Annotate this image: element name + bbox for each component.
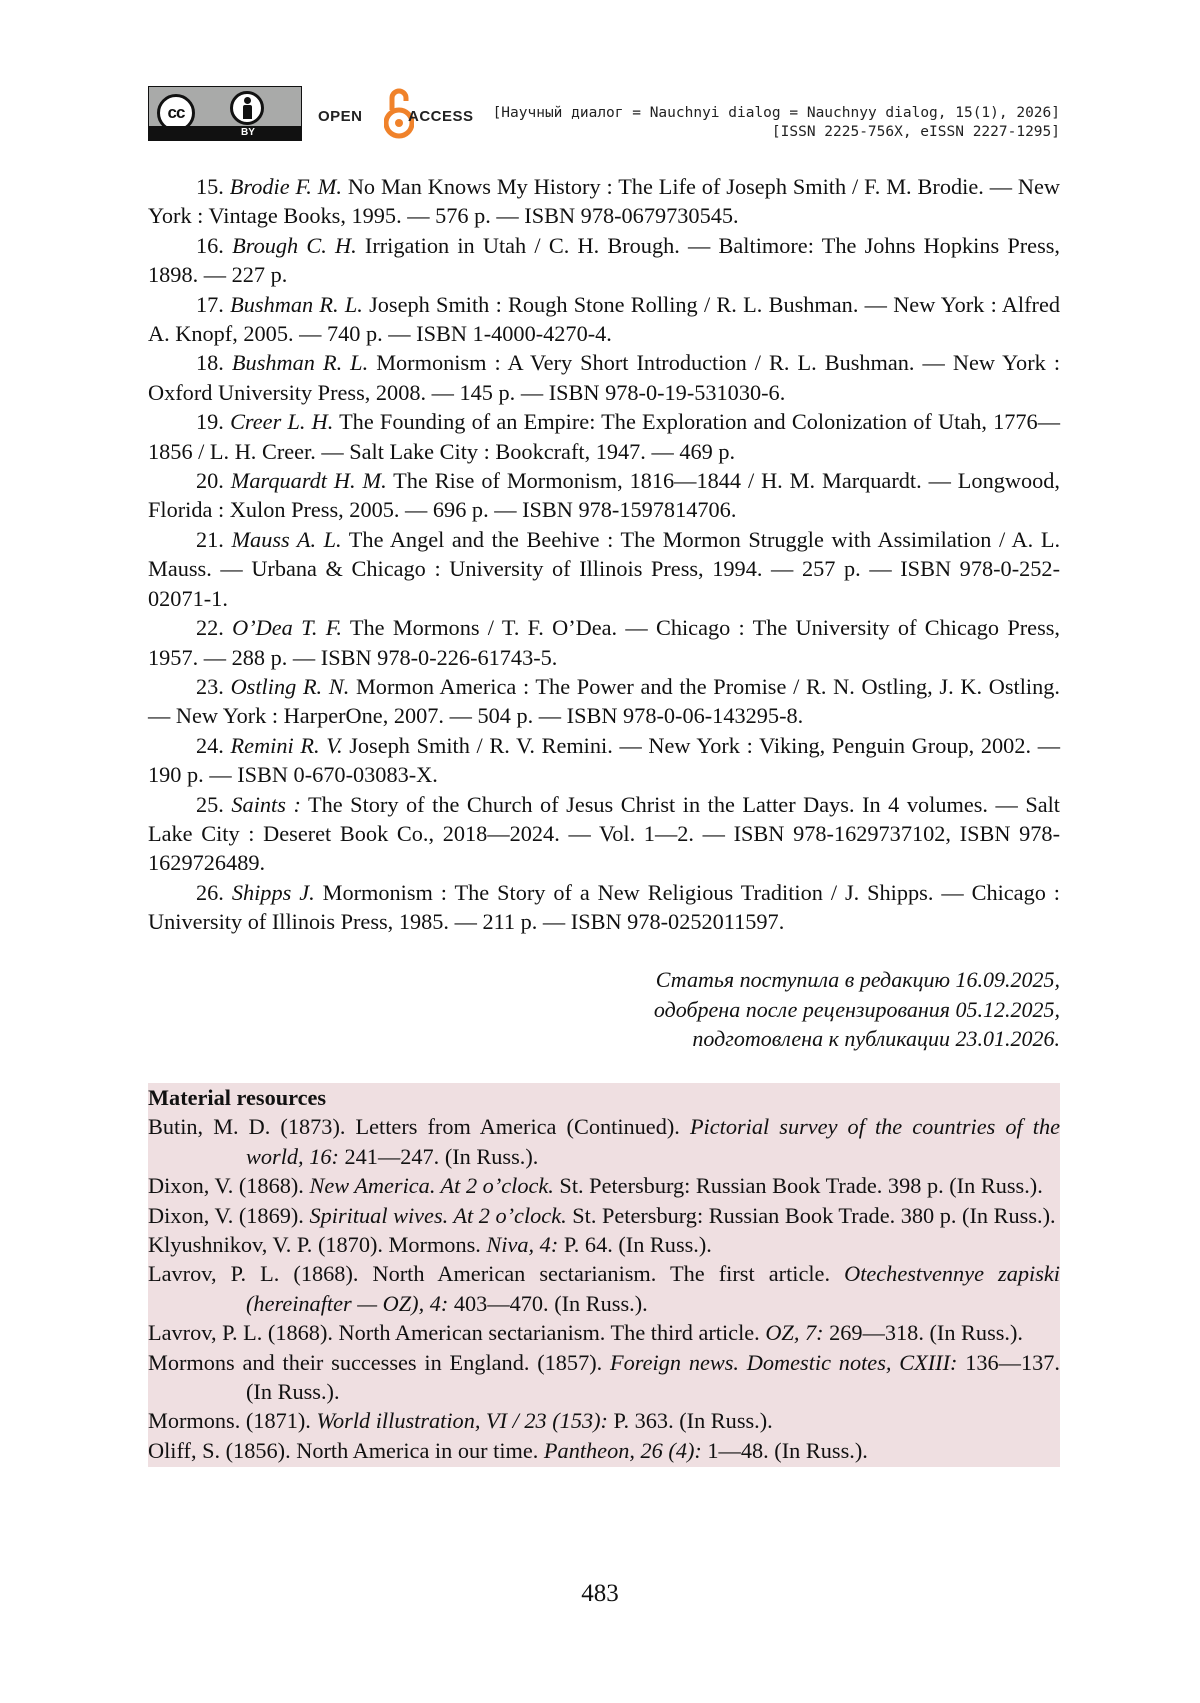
reference-author: Saints :: [231, 791, 301, 817]
reference-author: Bushman R. L.: [230, 291, 363, 317]
reference-author: Brodie F. M.: [229, 174, 342, 199]
reference-author: Marquardt H. M.: [230, 468, 387, 494]
page-header: [148, 84, 1060, 144]
material-item: Oliff, S. (1856). North America in our time. Pantheon, 26 (4): 1—48. (In Russ.).: [148, 1437, 868, 1463]
reference-item: 22. O’Dea T. F. The Mormons / T. F. O’Dea. — Chicago : The University of Chicago Press, 1957. — 288 p. — ISBN 978-0-226-61743-5.: [148, 615, 1060, 670]
reference-list: [148, 172, 1060, 937]
reference-author: Mauss A. L.: [231, 526, 342, 552]
reference-item: 16. Brough C. H. Irrigation in Utah / C. H. Brough. — Baltimore: The Johns Hopkins Press, 1898. — 227 p.: [148, 232, 1060, 288]
reference-author: Remini R. V.: [230, 732, 343, 758]
material-resources-section: [148, 1083, 1060, 1467]
article-dates: [654, 965, 1060, 1054]
reference-item: 19. Creer L. H. The Founding of an Empire: The Exploration and Colonization of Utah, 1776—1856 / L. H. Creer. — Salt Lake City : Bookcraft, 1947. — 469 p.: [148, 409, 1060, 464]
material-item: Lavrov, P. L. (1868). North American sectarianism. The third article. OZ, 7: 269—318. (In Russ.).: [148, 1320, 1023, 1346]
journal-citation: [Научный диалог = Nauchnyi dialog = Nauchnyy dialog, 15(1), 2026]: [492, 105, 1060, 121]
date-prepared: подготовлена к публикации 23.01.2026.: [692, 1026, 1060, 1051]
reference-item: 26. Shipps J. Mormonism : The Story of a New Religious Tradition / J. Shipps. — Chicago : University of Illinois Press, 1985. — 211 p. — ISBN 978-0252011597.: [148, 879, 1061, 935]
cc-icon: cc: [157, 94, 195, 132]
page-number: 483: [581, 1580, 619, 1607]
reference-author: Brough C. H.: [232, 232, 357, 258]
material-item: Klyushnikov, V. P. (1870). Mormons. Niva, 4: P. 64. (In Russ.).: [148, 1232, 712, 1258]
material-item: Dixon, V. (1868). New America. At 2 o’clock. St. Petersburg: Russian Book Trade. 398 p. (In Russ.).: [148, 1173, 1043, 1199]
cc-by-license-badge[interactable]: [148, 86, 302, 141]
material-item: Mormons and their successes in England. (1857). Foreign news. Domestic notes, CXIII: 136—137. (In Russ.).: [148, 1349, 1060, 1405]
open-access-open-text: OPEN: [318, 108, 363, 125]
reference-author: Creer L. H.: [230, 409, 334, 435]
reference-item: 24. Remini R. V. Joseph Smith / R. V. Remini. — New York : Viking, Penguin Group, 2002. — 190 p. — ISBN 0-670-03083-X.: [148, 732, 1061, 788]
date-received: Статья поступила в редакцию 16.09.2025,: [655, 967, 1060, 992]
material-item: Lavrov, P. L. (1868). North American sectarianism. The first article. Otechestvennye zapiski (hereinafter — OZ), 4: 403—470. (In Russ.).: [148, 1261, 1060, 1316]
material-item: Dixon, V. (1869). Spiritual wives. At 2 o’clock. St. Petersburg: Russian Book Trade. 380 p. (In Russ.).: [148, 1202, 1056, 1228]
reference-item: 15. Brodie F. M. No Man Knows My History : The Life of Joseph Smith / F. M. Brodie. — New York : Vintage Books, 1995. — 576 p. — ISBN 978-0679730545.: [148, 174, 1060, 229]
reference-item: 17. Bushman R. L. Joseph Smith : Rough Stone Rolling / R. L. Bushman. — New York : Alfred A. Knopf, 2005. — 740 p. — ISBN 1-4000-4270-4.: [148, 291, 1061, 347]
reference-item: 23. Ostling R. N. Mormon America : The Power and the Promise / R. N. Ostling, J. K. Ostling. — New York : HarperOne, 2007. — 504 p. — ISBN 978-0-06-143295-8.: [148, 673, 1060, 729]
reference-author: O’Dea T. F.: [232, 615, 343, 641]
open-access-access-text: ACCESS: [408, 108, 474, 125]
reference-author: Shipps J.: [231, 879, 315, 905]
license-by-label: BY: [241, 127, 255, 138]
material-item: Butin, M. D. (1873). Letters from America (Continued). Pictorial survey of the countries of the world, 16: 241—247. (In Russ.).: [148, 1114, 1060, 1169]
attribution-person-icon: [230, 91, 264, 125]
date-approved: одобрена после рецензирования 05.12.2025,: [653, 996, 1060, 1022]
reference-item: 20. Marquardt H. M. The Rise of Mormonism, 1816—1844 / H. M. Marquardt. — Longwood, Florida : Xulon Press, 2005. — 696 p. — ISBN 978-1597814706.: [148, 468, 1060, 523]
journal-meta: [493, 104, 1060, 142]
journal-issn: [ISSN 2225-756X, eISSN 2227-1295]: [771, 124, 1060, 140]
reference-author: Bushman R. L.: [231, 350, 369, 376]
reference-author: Ostling R. N.: [230, 673, 350, 699]
reference-item: 21. Mauss A. L. The Angel and the Beehive : The Mormon Struggle with Assimilation / A. L. Mauss. — Urbana & Chicago : University of Illinois Press, 1994. — 257 p. — ISBN 978-0-252-02071-1.: [148, 526, 1061, 611]
reference-item: 25. Saints : The Story of the Church of Jesus Christ in the Latter Days. In 4 volumes. — Salt Lake City : Deseret Book Co., 2018—2024. — Vol. 1—2. — ISBN 978-1629737102, ISBN 978-1629726489.: [148, 791, 1061, 876]
reference-item: 18. Bushman R. L. Mormonism : A Very Short Introduction / R. L. Bushman. — New York : Oxford University Press, 2008. — 145 p. — ISBN 978-0-19-531030-6.: [148, 350, 1061, 405]
material-resources-title: Material resources: [148, 1085, 327, 1110]
material-item: Mormons. (1871). World illustration, VI / 23 (153): P. 363. (In Russ.).: [148, 1408, 773, 1434]
